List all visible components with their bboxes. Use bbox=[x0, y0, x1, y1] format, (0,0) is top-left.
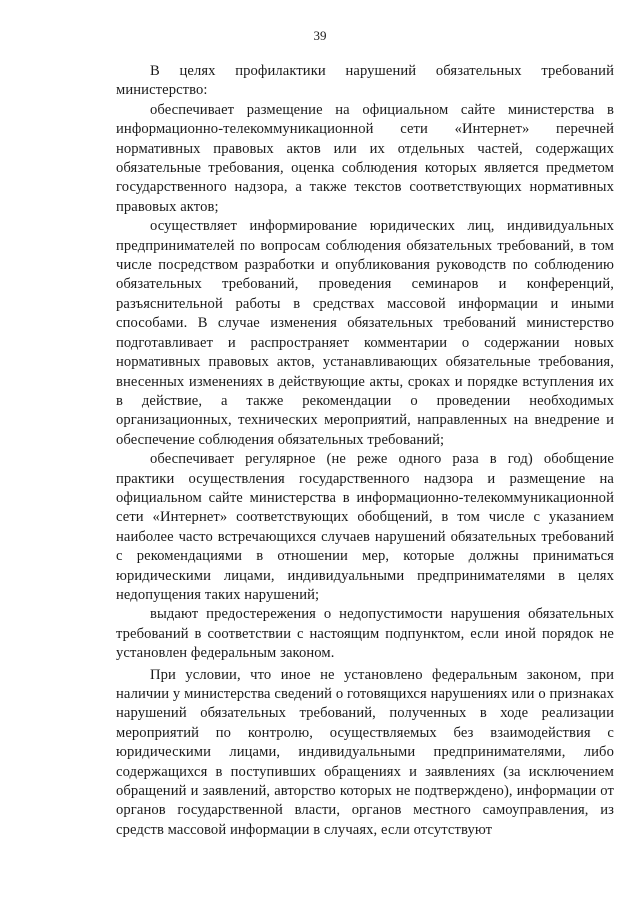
page-number: 39 bbox=[313, 28, 327, 43]
paragraph-generalization: обеспечивает регулярное (не реже одного раза в год) обобщение практики осуществления государственного надзора и размещение на официальном сайте министерства в информационно-телекоммуникационной сети «Интернет» соответствующих обобщений, в том числе с указанием наиболее часто встречающихся случаев нарушений обязательных требований с рекомендациями в отношении мер, которые должны приниматься юридическими лицами, индивидуальными предпринимателями в целях недопущения таких нарушений; bbox=[116, 451, 614, 603]
document-body bbox=[116, 62, 614, 840]
paragraph-informing: осуществляет информирование юридических лиц, индивидуальных предпринимателей по вопросам соблюдения обязательных требований, в том числе посредством разработки и опубликования руководств по соблюдению обязательных требований, проведения семинаров и конференций, разъяснительной работы в средствах массовой информации и иными способами. В случае изменения обязательных требований министерство подготавливает и распространяет комментарии о содержании новых нормативных правовых актов, устанавливающих обязательные требования, внесенных изменениях в действующие акты, сроках и порядке вступления их в действие, а также рекомендации о проведении необходимых организационных, технических мероприятий, направленных на внедрение и обеспечение соблюдения обязательных требований; bbox=[116, 218, 614, 448]
paragraph-intro: В целях профилактики нарушений обязательных требований министерство: bbox=[116, 63, 614, 99]
paragraph-conditions: При условии, что иное не установлено федеральным законом, при наличии у министерства сведений о готовящихся нарушениях или о признаках нарушений обязательных требований, полученных в ходе реализации мероприятий по контролю, осуществляемых без взаимодействия с юридическими лицами, индивидуальными предпринимателями, либо содержащихся в поступивших обращениях и заявлениях (за исключением обращений и заявлений, авторство которых не подтверждено), информации от органов государственной власти, органов местного самоуправления, из средств массовой информации в случаях, если отсутствуют bbox=[116, 666, 614, 838]
paragraph-warnings: выдают предостережения о недопустимости нарушения обязательных требований в соответствии с настоящим подпунктом, если иной порядок не установлен федеральным законом. bbox=[116, 606, 614, 662]
paragraph-publication: обеспечивает размещение на официальном сайте министерства в информационно-телекоммуникационной сети «Интернет» перечней нормативных правовых актов или их отдельных частей, содержащих обязательные требования, оценка соблюдения которых является предметом государственного надзора, а также текстов соответствующих нормативных правовых актов; bbox=[116, 101, 614, 215]
